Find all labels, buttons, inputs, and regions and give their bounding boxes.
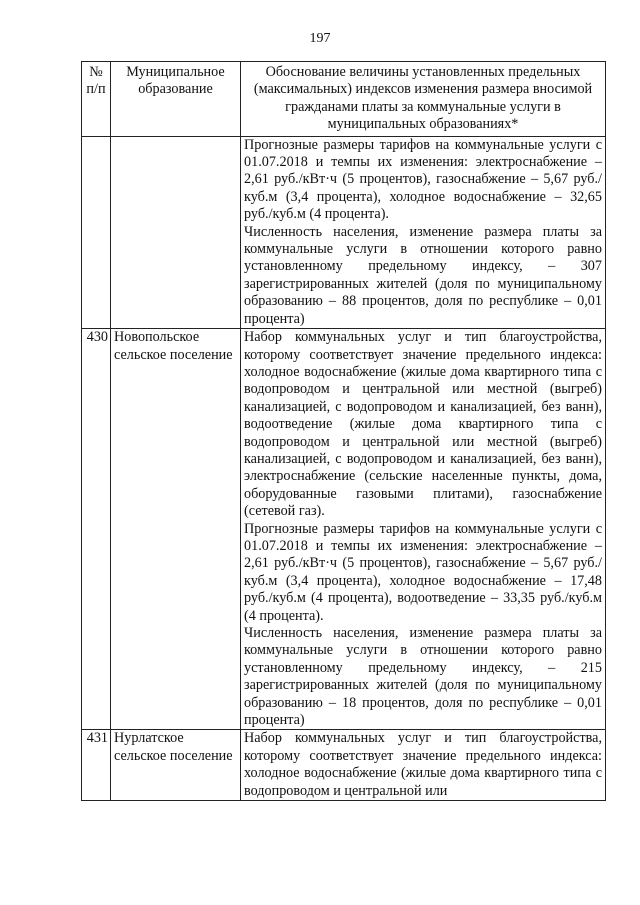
header-number: № п/п [82,62,111,137]
row-number [82,136,111,328]
table-row [82,329,606,730]
paragraph: Прогнозные размеры тарифов на коммунальные услуги с 01.07.2018 и темпы их изменения: электроснабжение – 2,61 руб./кВт·ч (5 процентов), газоснабжение – 5,67 руб./куб.м (3,4 процента), холодное водоснабжение – 17,48 руб./куб.м (4 процента), водоотведение – 33,35 руб./куб.м (4 процента). [244,520,602,624]
row-municipality: Нурлатское сельское поселение [111,730,241,801]
table-row [82,730,606,801]
paragraph: Прогнозные размеры тарифов на коммунальные услуги с 01.07.2018 и темпы их изменения: электроснабжение – 2,61 руб./кВт·ч (5 процентов), газоснабжение – 5,67 руб./куб.м (3,4 процента), холодное водоснабжение – 32,65 руб./куб.м (4 процента). [244,136,602,223]
header-municipality: Муниципальное образование [111,62,241,137]
row-municipality: Новопольское сельское поселение [111,329,241,730]
paragraph: Набор коммунальных услуг и тип благоустройства, которому соответствует значение предельного индекса: холодное водоснабжение (жилые дома квартирного типа с водопроводом и центральной или местной (выгреб) канализацией, с водопроводом и канализацией, без ванн), водоотведение (жилые дома квартирного типа с водопроводом и центральной или местной (выгреб) канализацией, с водопроводом и канализацией, без ванн), электроснабжение (сельские населенные пункты, дома, оборудованные газовыми плитами), газоснабжение (сетевой газ). [244,329,602,520]
index-justification-table [81,61,606,801]
header-justification: Обоснование величины установленных предельных (максимальных) индексов изменения размера вносимой гражданами платы за коммунальные услуги в муниципальных образованиях* [241,62,606,137]
table-row [82,136,606,328]
row-municipality [111,136,241,328]
row-justification [241,730,606,801]
table-header-row [82,62,606,137]
page-number: 197 [309,31,331,46]
row-number: 431 [82,730,111,801]
paragraph: Набор коммунальных услуг и тип благоустройства, которому соответствует значение предельного индекса: холодное водоснабжение (жилые дома квартирного типа с водопроводом и центральной или [244,730,602,799]
paragraph: Численность населения, изменение размера платы за коммунальные услуги в отношении которого равно установленному предельному индексу, – 307 зарегистрированных жителей (доля по муниципальному образованию – 88 процентов, доля по республике – 0,01 процента) [244,223,602,327]
paragraph: Численность населения, изменение размера платы за коммунальные услуги в отношении которого равно установленному предельному индексу, – 215 зарегистрированных жителей (доля по муниципальному образованию – 18 процентов, доля по республике – 0,01 процента) [244,625,602,729]
row-justification [241,329,606,730]
row-justification [241,136,606,328]
row-number: 430 [82,329,111,730]
